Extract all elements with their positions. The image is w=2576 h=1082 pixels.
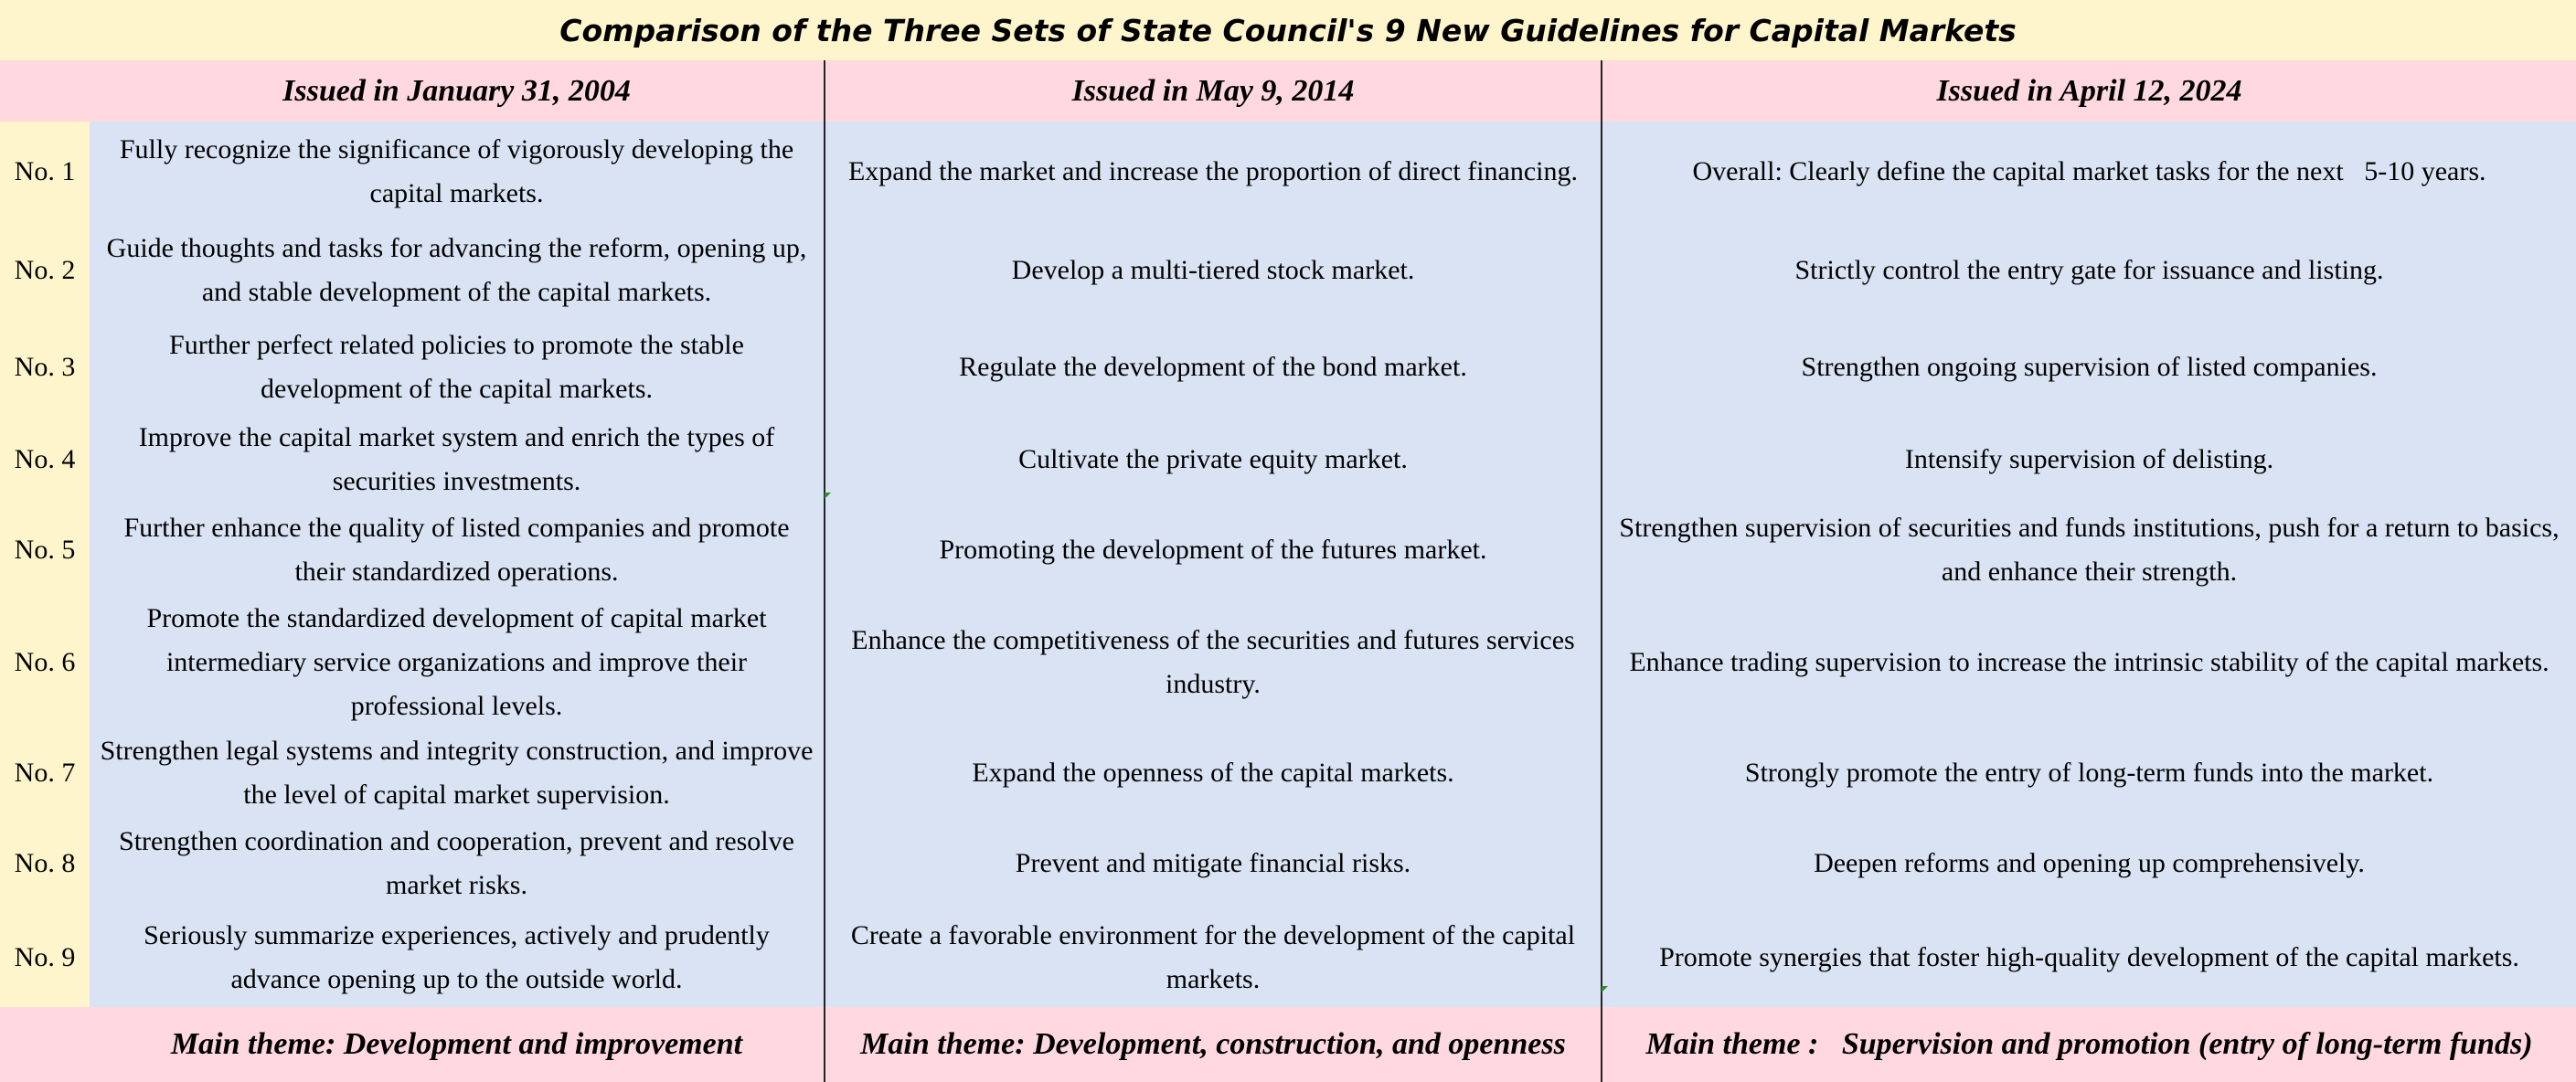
header-2014: Issued in May 9, 2014 [825, 60, 1602, 122]
cell-2024: Strongly promote the entry of long-term funds into the market. [1602, 728, 2576, 818]
guideline-rows [0, 122, 2576, 1007]
row-label: No. 5 [0, 504, 90, 597]
comment-marker [1602, 986, 1608, 992]
cell-2014: Expand the market and increase the proportion of direct financing. [825, 122, 1602, 222]
row-label: No. 4 [0, 416, 90, 504]
cell-2024: Enhance trading supervision to increase the intrinsic stability of the capital markets. [1602, 597, 2576, 728]
table-row [0, 319, 2576, 416]
footer-theme-2014: Main theme: Development, construction, and openness [825, 1007, 1602, 1082]
page-title: Comparison of the Three Sets of State Council's 9 New Guidelines for Capital Markets [0, 0, 2576, 60]
table-row [0, 122, 2576, 222]
cell-2004: Seriously summarize experiences, actively and prudently advance opening up to the outside world. [90, 908, 825, 1007]
cell-2024: Strengthen ongoing supervision of listed companies. [1602, 319, 2576, 416]
cell-2024: Strictly control the entry gate for issuance and listing. [1602, 222, 2576, 319]
table-row [0, 504, 2576, 597]
cell-2024: Deepen reforms and opening up comprehensively. [1602, 818, 2576, 908]
footer-theme-2004: Main theme: Development and improvement [90, 1007, 825, 1082]
table-row [0, 222, 2576, 319]
cell-2004: Strengthen coordination and cooperation, prevent and resolve market risks. [90, 818, 825, 908]
row-label: No. 7 [0, 728, 90, 818]
footer-corner [0, 1007, 90, 1082]
cell-2004: Further enhance the quality of listed companies and promote their standardized operations. [90, 504, 825, 597]
row-label: No. 2 [0, 222, 90, 319]
row-label: No. 6 [0, 597, 90, 728]
cell-2004: Strengthen legal systems and integrity construction, and improve the level of capital market supervision. [90, 728, 825, 818]
cell-2014: Expand the openness of the capital markets. [825, 728, 1602, 818]
table-row [0, 597, 2576, 728]
header-row [0, 60, 2576, 122]
footer-theme-2024: Main theme : Supervision and promotion (entry of long-term funds) [1602, 1007, 2576, 1082]
row-label: No. 9 [0, 908, 90, 1007]
cell-2014: Prevent and mitigate financial risks. [825, 818, 1602, 908]
cell-2024: Promote synergies that foster high-quality development of the capital markets. [1602, 908, 2576, 1007]
table-row [0, 818, 2576, 908]
table-row [0, 416, 2576, 504]
cell-2014: Enhance the competitiveness of the securities and futures services industry. [825, 597, 1602, 728]
cell-2004: Fully recognize the significance of vigorously developing the capital markets. [90, 122, 825, 222]
cell-2014: Develop a multi-tiered stock market. [825, 222, 1602, 319]
guidelines-table [0, 60, 2576, 1082]
row-label: No. 3 [0, 319, 90, 416]
header-2024: Issued in April 12, 2024 [1602, 60, 2576, 122]
row-label: No. 8 [0, 818, 90, 908]
comment-marker [825, 493, 831, 499]
cell-2004: Improve the capital market system and enrich the types of securities investments. [90, 416, 825, 504]
cell-2004: Further perfect related policies to promote the stable development of the capital markets. [90, 319, 825, 416]
cell-2014: Create a favorable environment for the development of the capital markets. [825, 908, 1602, 1007]
cell-2014: Cultivate the private equity market. [825, 416, 1602, 504]
cell-2004: Promote the standardized development of capital market intermediary service organizations and improve their professional levels. [90, 597, 825, 728]
cell-2024: Strengthen supervision of securities and funds institutions, push for a return to basics, and enhance their strength. [1602, 504, 2576, 597]
cell-2014: Promoting the development of the futures market. [825, 504, 1602, 597]
cell-2024: Intensify supervision of delisting. [1602, 416, 2576, 504]
cell-2004: Guide thoughts and tasks for advancing the reform, opening up, and stable development of the capital markets. [90, 222, 825, 319]
row-label: No. 1 [0, 122, 90, 222]
table-row [0, 908, 2576, 1007]
cell-2024: Overall: Clearly define the capital market tasks for the next 5-10 years. [1602, 122, 2576, 222]
cell-2014: Regulate the development of the bond market. [825, 319, 1602, 416]
footer-row [0, 1007, 2576, 1082]
table-row [0, 728, 2576, 818]
header-corner [0, 60, 90, 122]
header-2004: Issued in January 31, 2004 [90, 60, 825, 122]
